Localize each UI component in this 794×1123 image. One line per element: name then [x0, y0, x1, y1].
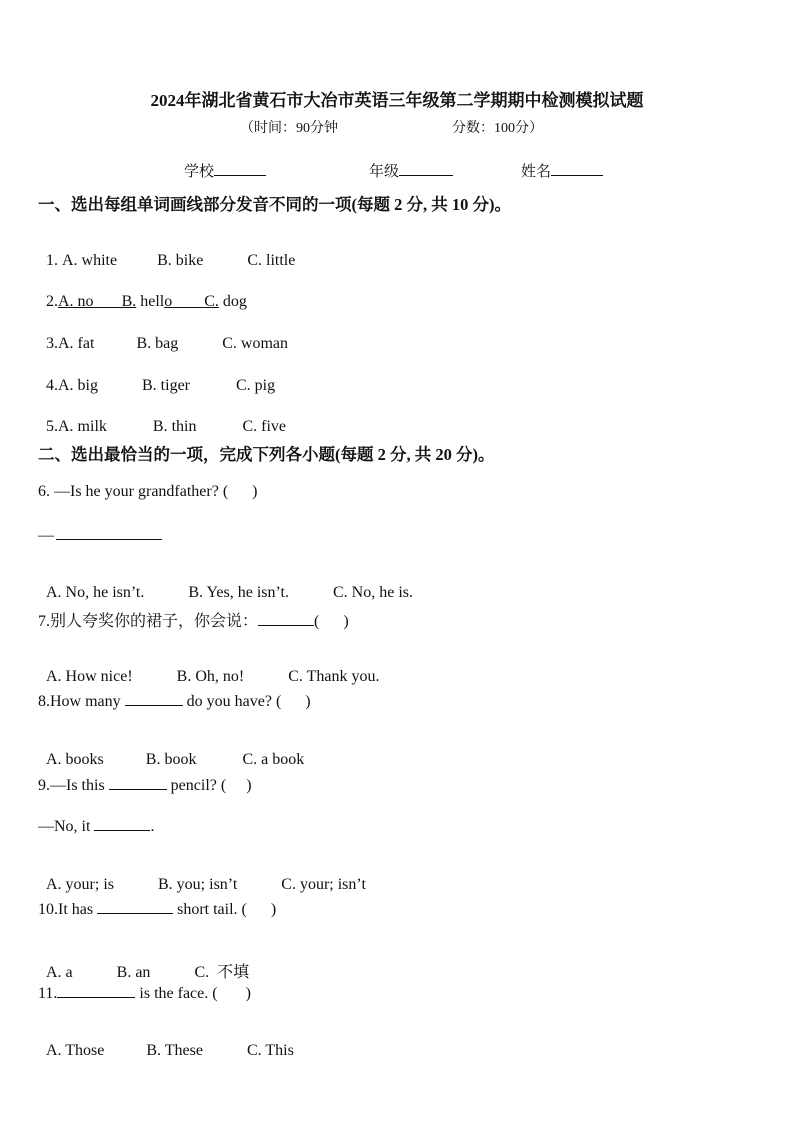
q8-a-text: A. books	[46, 751, 104, 768]
name-field	[521, 160, 603, 181]
q2-option-a[interactable]	[58, 293, 122, 311]
question-6-options	[38, 566, 413, 602]
q10-answer-blank[interactable]	[97, 899, 173, 914]
section1-heading: 一、选出每组单词画线部分发音不同的一项(每题 2 分, 共 10 分)。	[38, 195, 511, 214]
q2-c-word: dog	[222, 293, 247, 310]
q11-text: 11.	[38, 985, 58, 1002]
question-7-stem	[38, 608, 349, 631]
q8-option-a[interactable]	[46, 751, 104, 769]
q9-tail: pencil? ( )	[166, 777, 252, 794]
q6-option-b[interactable]	[188, 584, 289, 602]
q7-b-text: B. Oh, no!	[176, 668, 245, 685]
question-7-options	[38, 650, 379, 686]
q1-option-b[interactable]	[157, 252, 203, 270]
question-2	[38, 275, 247, 311]
q11-a-text: A. Those	[46, 1042, 105, 1059]
q10-c-text: C. 不填	[194, 964, 250, 981]
q10-tail: short tail. ( )	[173, 901, 277, 918]
q7-a-text: A. How nice!	[46, 668, 133, 685]
question-11-stem	[38, 983, 251, 1003]
q2-option-b-word[interactable]	[140, 293, 204, 311]
question-1	[38, 234, 295, 270]
question-9-stem	[38, 775, 252, 795]
q5-option-b[interactable]	[153, 418, 197, 436]
q10-option-a[interactable]	[46, 964, 73, 982]
q3-b-text: B. bag	[136, 335, 179, 352]
q4-number: 4.	[46, 377, 58, 394]
q9-text: 9.—Is this	[38, 777, 109, 794]
q8-option-c[interactable]	[242, 751, 304, 769]
q11-option-c[interactable]	[247, 1042, 294, 1060]
school-blank[interactable]	[214, 161, 266, 176]
question-10-options	[38, 941, 249, 982]
q6-dash: —	[38, 527, 54, 544]
q8-answer-blank[interactable]	[125, 691, 183, 706]
q2-b-letter: o	[164, 293, 173, 310]
q3-option-b[interactable]	[136, 335, 178, 353]
question-9-reply	[38, 816, 154, 836]
exam-score: 分数：100分）	[452, 121, 543, 136]
q7-text: 7.别人夸奖你的裙子，你会说：	[38, 613, 259, 630]
grade-blank[interactable]	[399, 161, 453, 176]
q6-answer-blank[interactable]	[56, 525, 162, 540]
q3-c-text: C. woman	[222, 335, 288, 352]
q9-reply-blank[interactable]	[94, 816, 150, 831]
q5-b-text: B. thin	[152, 418, 197, 435]
q8-option-b[interactable]	[146, 751, 197, 769]
q9-option-c[interactable]	[281, 876, 366, 894]
q9-reply-text: —No, it	[38, 818, 95, 835]
q7-option-a[interactable]	[46, 668, 133, 686]
q6-a-text: A. No, he isn’t.	[46, 584, 145, 601]
q2-option-c-word[interactable]	[223, 293, 247, 311]
q2-b-word: hell	[140, 293, 165, 310]
q1-a-text: A. white	[62, 252, 118, 269]
q2-option-c[interactable]	[204, 293, 219, 311]
q7-answer-blank[interactable]	[258, 611, 314, 626]
q11-c-text: C. This	[246, 1042, 294, 1059]
q7-c-text: C. Thank you.	[288, 668, 380, 685]
q2-a-text: A. no	[58, 293, 94, 310]
q10-b-text: B. an	[116, 964, 151, 981]
name-label: 姓名	[521, 164, 552, 180]
q11-answer-blank[interactable]	[57, 983, 135, 998]
q3-option-a[interactable]	[58, 335, 94, 353]
q4-b-text: B. tiger	[142, 377, 190, 394]
q9-option-b[interactable]	[158, 876, 237, 894]
q6-option-c[interactable]	[333, 584, 413, 602]
question-8-options	[38, 733, 304, 769]
q3-option-c[interactable]	[222, 335, 288, 353]
q8-b-text: B. book	[145, 751, 197, 768]
q5-number: 5.	[46, 418, 58, 435]
q4-c-text: C. pig	[236, 377, 276, 394]
q10-option-b[interactable]	[117, 964, 151, 982]
q5-a-text: A. milk	[58, 418, 107, 435]
question-9-options	[38, 858, 366, 894]
q5-option-c[interactable]	[242, 418, 286, 436]
question-5	[38, 400, 286, 436]
q5-c-text: C. five	[242, 418, 286, 435]
q8-text: 8.How many	[38, 693, 125, 710]
q9-c-text: C. your; isn’t	[281, 876, 366, 893]
question-6-stem: 6. —Is he your grandfather? ( )	[38, 483, 258, 500]
q3-a-text: A. fat	[58, 335, 95, 352]
q8-c-text: C. a book	[242, 751, 305, 768]
question-6-reply	[38, 525, 162, 545]
q7-tail: ( )	[314, 613, 349, 630]
grade-label: 年级	[369, 164, 400, 180]
school-label: 学校	[184, 164, 215, 180]
q9-a-text: A. your; is	[46, 876, 114, 893]
q10-option-c[interactable]	[194, 959, 249, 982]
q7-option-c[interactable]	[288, 668, 379, 686]
q11-option-a[interactable]	[46, 1042, 104, 1060]
q4-option-c[interactable]	[236, 377, 275, 395]
q4-option-b[interactable]	[142, 377, 190, 395]
q4-option-a[interactable]	[58, 377, 98, 395]
section2-heading: 二、选出最恰当的一项，完成下列各小题(每题 2 分, 共 20 分)。	[38, 445, 495, 464]
name-blank[interactable]	[551, 161, 603, 176]
q9-answer-blank[interactable]	[109, 775, 167, 790]
q9-reply-tail: .	[150, 818, 155, 835]
q2-option-b[interactable]	[122, 293, 137, 311]
q11-b-text: B. These	[146, 1042, 203, 1059]
q1-option-c[interactable]	[247, 252, 295, 270]
q9-option-a[interactable]	[46, 876, 114, 894]
question-10-stem	[38, 899, 276, 919]
q4-a-text: A. big	[58, 377, 98, 394]
q9-b-text: B. you; isn’t	[158, 876, 238, 893]
q2-b-text: B.	[121, 293, 137, 310]
q1-b-text: B. bike	[157, 252, 204, 269]
question-8-stem	[38, 691, 311, 711]
grade-field	[369, 160, 453, 181]
q11-tail: is the face. ( )	[135, 985, 251, 1002]
q1-number: 1.	[46, 252, 62, 269]
question-3	[38, 317, 288, 353]
q10-text: 10.It has	[38, 901, 98, 918]
q3-number: 3.	[46, 335, 58, 352]
q8-tail: do you have? ( )	[182, 693, 311, 710]
question-11-options	[38, 1024, 294, 1060]
q10-a-text: A. a	[46, 964, 73, 981]
q2-c-text: C.	[204, 293, 219, 310]
q6-b-text: B. Yes, he isn’t.	[188, 584, 289, 601]
q6-option-a[interactable]	[46, 584, 144, 602]
school-field	[184, 160, 266, 181]
page-title: 2024年湖北省黄石市大冶市英语三年级第二学期期中检测模拟试题	[150, 91, 644, 110]
q5-option-a[interactable]	[58, 418, 107, 436]
question-4	[38, 359, 275, 395]
q2-number: 2.	[46, 293, 58, 310]
q1-option-a[interactable]	[62, 252, 117, 270]
q6-c-text: C. No, he is.	[333, 584, 413, 601]
q1-c-text: C. little	[247, 252, 296, 269]
q7-option-b[interactable]	[177, 668, 245, 686]
exam-time: （时间：90分钟	[240, 121, 338, 136]
q11-option-b[interactable]	[146, 1042, 203, 1060]
